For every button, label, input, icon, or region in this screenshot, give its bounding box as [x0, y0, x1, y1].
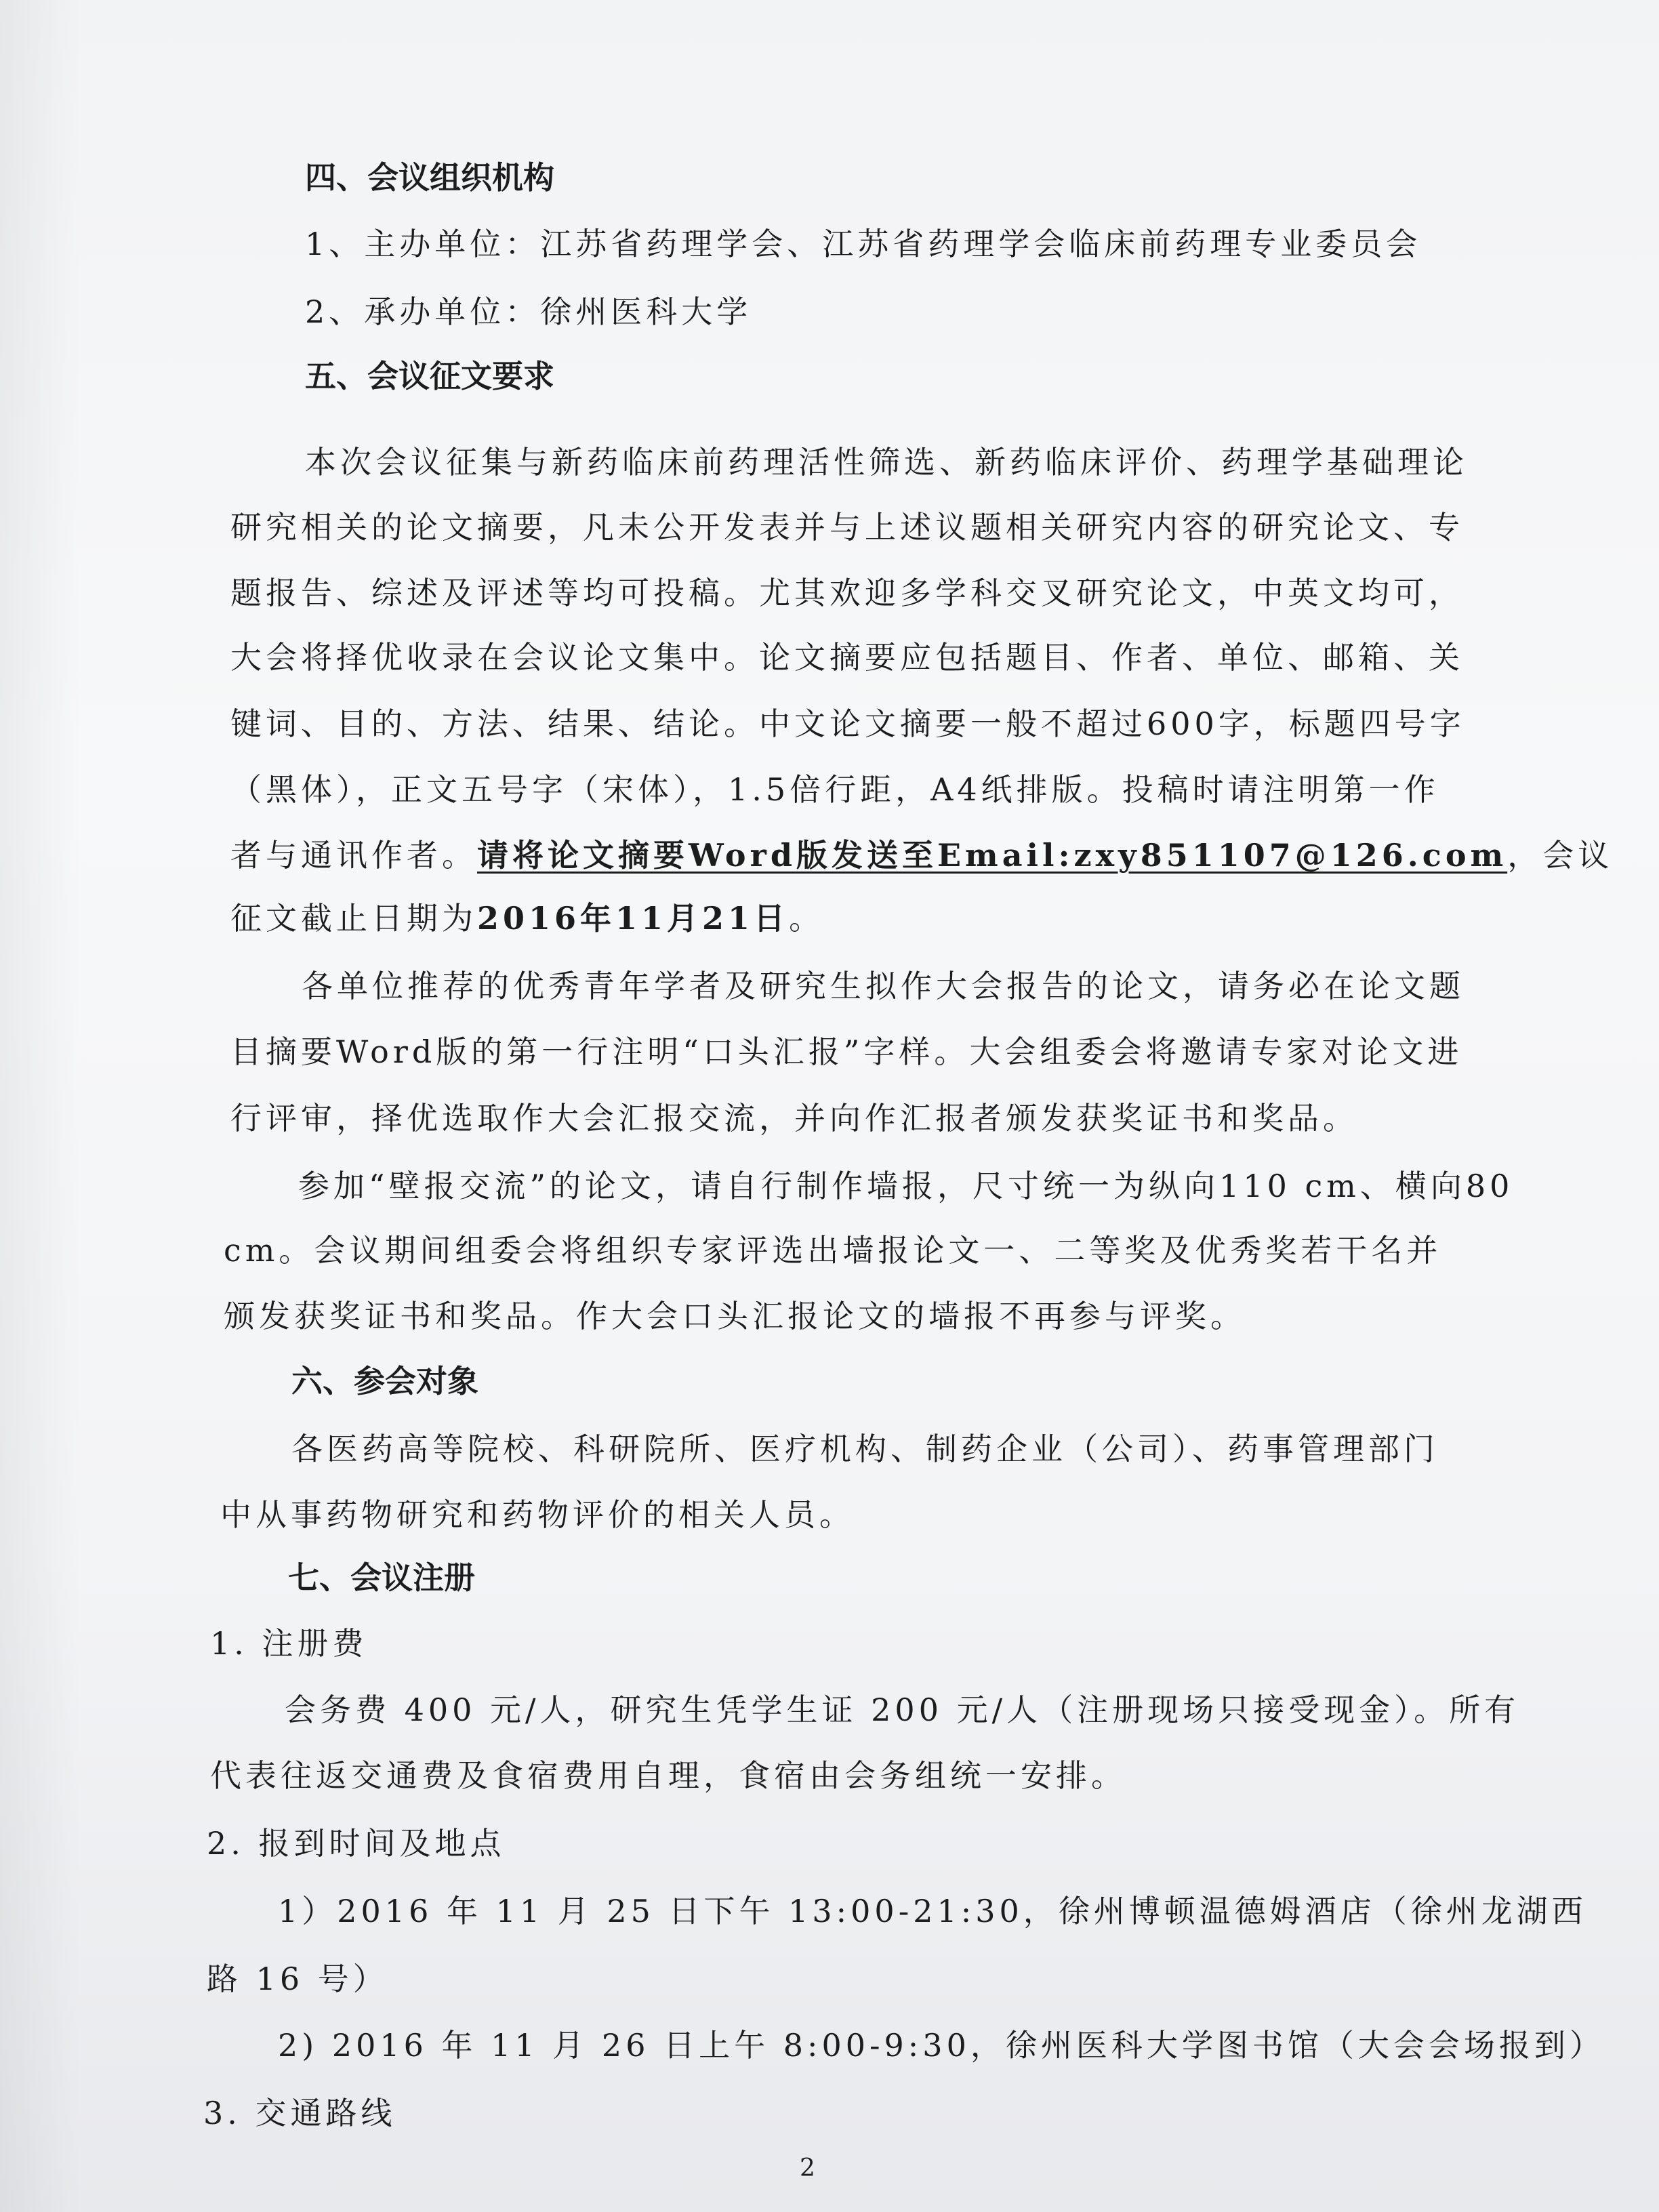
section-6-line-2: 中从事药物研究和药物评价的相关人员。 — [220, 1496, 855, 1533]
section-6-line-1: 各医药高等院校、科研院所、医疗机构、制药企业（公司）、药事管理部门 — [291, 1431, 1439, 1467]
section-5-paragraph-1-line-8 — [230, 898, 824, 939]
section-5-paragraph-1-line-3: 题报告、综述及评述等均可投稿。尤其欢迎多学科交叉研究论文，中英文均可， — [230, 575, 1464, 611]
email-submission-link[interactable]: 请将论文摘要Word版发送至Email:zxy851107@126.com — [477, 837, 1508, 874]
line-7-suffix: ，会议 — [1507, 837, 1614, 874]
section-4-item-2: 2、承办单位：徐州医科大学 — [305, 293, 752, 330]
registration-fee-subheading: 1. 注册费 — [210, 1625, 368, 1662]
transport-subheading: 3. 交通路线 — [203, 2095, 396, 2131]
deadline-date: 2016年11月21日 — [477, 900, 790, 937]
check-in-subheading: 2. 报到时间及地点 — [207, 1825, 506, 1862]
section-5-paragraph-3-line-2: cm。会议期间组委会将组织专家评选出墙报论文一、二等奖及优秀奖若干名并 — [224, 1232, 1442, 1269]
section-5-paragraph-1-line-2: 研究相关的论文摘要，凡未公开发表并与上述议题相关研究内容的研究论文、专 — [230, 509, 1464, 546]
section-4-item-1: 1、主办单位：江苏省药理学会、江苏省药理学会临床前药理专业委员会 — [305, 226, 1422, 262]
deadline-prefix: 征文截止日期为 — [230, 900, 477, 937]
section-5-heading: 五、会议征文要求 — [305, 358, 554, 394]
section-5-paragraph-2-line-1: 各单位推荐的优秀青年学者及研究生拟作大会报告的论文，请务必在论文题 — [302, 968, 1465, 1004]
section-5-paragraph-1-line-7 — [230, 835, 1613, 876]
section-5-paragraph-1-line-6: （黑体），正文五号字（宋体），1.5倍行距，A4纸排版。投稿时请注明第一作 — [230, 771, 1439, 808]
section-7-heading: 七、会议注册 — [288, 1559, 475, 1596]
section-5-paragraph-2-line-2: 目摘要Word版的第一行注明“口头汇报”字样。大会组委会将邀请专家对论文进 — [230, 1033, 1463, 1070]
check-in-item-2: 2) 2016 年 11 月 26 日上午 8:00-9:30，徐州医科大学图书馆（大会会场报到） — [278, 2027, 1605, 2064]
registration-fee-line-1: 会务费 400 元/人，研究生凭学生证 200 元/人（注册现场只接受现金）。所有 — [285, 1692, 1520, 1728]
registration-fee-line-2: 代表往返交通费及食宿费用自理，食宿由会务组统一安排。 — [210, 1757, 1126, 1794]
section-4-heading: 四、会议组织机构 — [305, 159, 554, 196]
section-6-heading: 六、参会对象 — [291, 1363, 478, 1399]
section-5-paragraph-3-line-1: 参加“壁报交流”的论文，请自行制作墙报，尺寸统一为纵向110 cm、横向80 — [298, 1168, 1514, 1204]
line-7-prefix: 者与通讯作者。 — [230, 837, 477, 874]
deadline-suffix: 。 — [789, 900, 825, 937]
section-5-paragraph-2-line-3: 行评审，择优选取作大会汇报交流，并向作汇报者颁发获奖证书和奖品。 — [230, 1100, 1358, 1136]
section-5-paragraph-3-line-3: 颁发获奖证书和奖品。作大会口头汇报论文的墙报不再参与评奖。 — [224, 1298, 1246, 1334]
section-5-paragraph-1-line-4: 大会将择优收录在会议论文集中。论文摘要应包括题目、作者、单位、邮箱、关 — [230, 639, 1464, 676]
check-in-item-1-line-2: 路 16 号） — [207, 1961, 388, 1997]
section-5-paragraph-1-line-1: 本次会议征集与新药临床前药理活性筛选、新药临床评价、药理学基础理论 — [305, 444, 1468, 480]
check-in-item-1-line-1: 1）2016 年 11 月 25 日下午 13:00-21:30，徐州博顿温德姆酒店（徐州龙湖西 — [278, 1893, 1587, 1929]
page-shadow — [0, 0, 81, 2212]
page-number: 2 — [800, 2154, 815, 2182]
section-5-paragraph-1-line-5: 键词、目的、方法、结果、结论。中文论文摘要一般不超过600字，标题四号字 — [230, 705, 1465, 742]
